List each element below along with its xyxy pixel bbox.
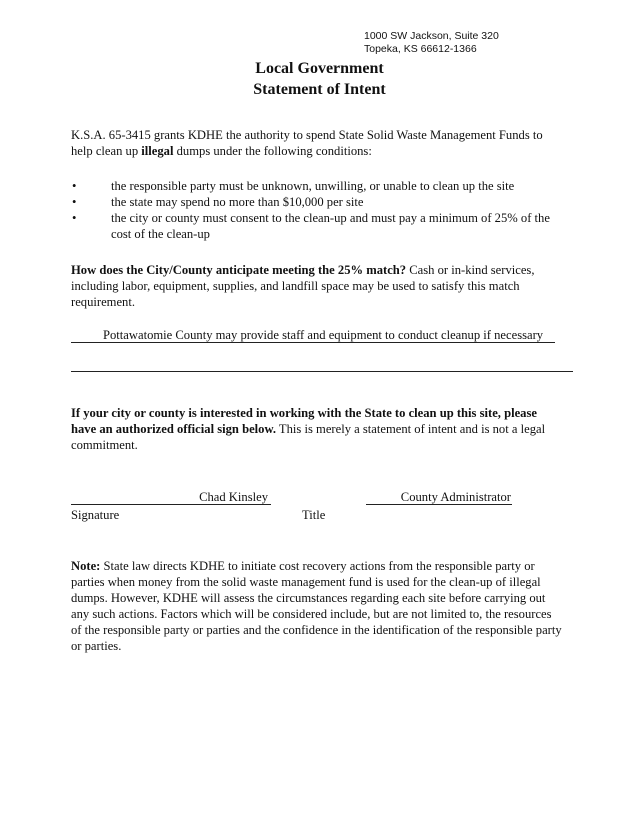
signer-name: Chad Kinsley xyxy=(199,490,268,504)
document-title-line-2: Statement of Intent xyxy=(253,81,386,98)
title-field[interactable] xyxy=(366,489,512,505)
note-paragraph xyxy=(71,558,563,654)
bullet-icon: • xyxy=(72,211,77,225)
blank-answer-line[interactable] xyxy=(71,371,573,372)
signer-title: County Administrator xyxy=(400,490,511,504)
condition-item xyxy=(71,210,563,242)
match-answer-field[interactable] xyxy=(71,327,555,343)
condition-text: the city or county must consent to the clean-up and must pay a minimum of 25% of the cost of the clean-up xyxy=(111,211,550,241)
match-question-paragraph xyxy=(71,262,563,310)
sign-request-bold: If your city or county is interested in working with the State to clean up this site, please have an authorized official sign below. xyxy=(71,406,537,436)
title-label: Title xyxy=(302,508,326,522)
match-answer-text: Pottawatomie County may provide staff and equipment to conduct cleanup if necessary xyxy=(103,328,544,342)
address-line-1: 1000 SW Jackson, Suite 320 xyxy=(364,30,499,42)
condition-text: the responsible party must be unknown, unwilling, or unable to clean up the site xyxy=(111,179,515,193)
intro-bold-word: illegal xyxy=(141,144,174,158)
address-block xyxy=(364,30,499,56)
document-title-line-1: Local Government xyxy=(255,60,384,77)
intro-text-2: dumps under the following conditions: xyxy=(173,144,372,158)
intro-text-1: K.S.A. 65-3415 grants KDHE the authority to spend State Solid Waste Management Funds to help clean up xyxy=(71,128,543,158)
intro-paragraph xyxy=(71,127,563,159)
bullet-icon: • xyxy=(72,195,77,209)
bullet-icon: • xyxy=(72,179,77,193)
match-question-text: Cash or in-kind services, including labor, equipment, supplies, and landfill space may be used to satisfy this match requirement. xyxy=(71,263,535,309)
condition-item xyxy=(71,178,563,194)
note-label: Note: xyxy=(71,559,101,573)
match-question-bold: How does the City/County anticipate meeting the 25% match? xyxy=(71,263,407,277)
address-line-2: Topeka, KS 66612-1366 xyxy=(364,43,477,55)
conditions-list xyxy=(71,178,563,242)
signature-field[interactable] xyxy=(71,489,271,505)
condition-text: the state may spend no more than $10,000 per site xyxy=(111,195,364,209)
sign-request-paragraph xyxy=(71,405,563,453)
signature-label: Signature xyxy=(71,508,120,522)
sign-request-text: This is merely a statement of intent and is not a legal commitment. xyxy=(71,422,546,452)
condition-item xyxy=(71,194,563,210)
note-text: State law directs KDHE to initiate cost recovery actions from the responsible party or parties when money from the solid waste management fund is used for the clean-up of illegal dumps. However, KDHE will assess the circumstances regarding each site before carrying out any such actions. Factors which will be considered include, but are not limited to, the resources of the responsible party or parties and the confidence in the identification of the responsible party or parties. xyxy=(71,559,562,653)
